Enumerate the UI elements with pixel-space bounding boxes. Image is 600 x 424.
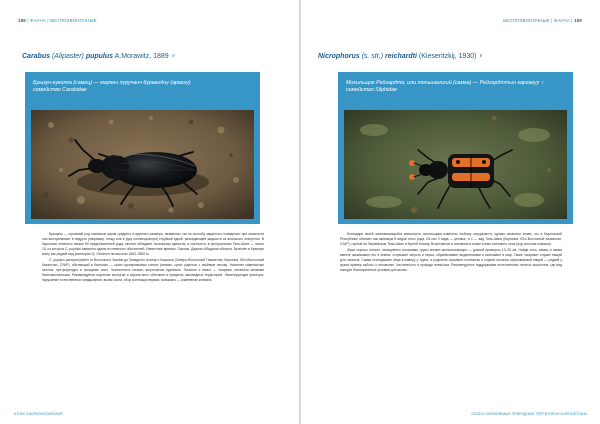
ground-beetle-photo <box>31 110 254 219</box>
right-footer: ОСОБО ОХРАНЯЕМЫЕ ПРИРОДНЫЕ ТЕРРИТОРИИ КЫРГЫЗСТАНА <box>471 412 587 416</box>
species-card <box>25 72 260 224</box>
page-number: 189 <box>574 18 582 23</box>
species-card <box>338 72 573 224</box>
description-paragraph: С. pupulus распространён от Восточного Заилия до Западного Алатау и Кокшала (Северо-Восточный Ташкентан, Киргизия, Юго-Восточный Казахстан, СУАР), обитающий в биотопах — сухих кустарниковых степях (холмах, сухих ущельях с хвойным лесом). Населяет каменистые склоны, пре-ферендно в трещинах скал. Численность низкая, встречается единично. Личинка и имаго — хищники, питаются мелкими беспозвоночными. Рекомендуется изучение экологии и охрана мест обитания в пределах заповедных территорий. Лимитирующие факторы: нарушение естественных ландшафтов, выпас скота, сбор коллекционерами, возможно — изменение климата. <box>42 257 264 282</box>
subgenus: (s. str.) <box>361 53 384 60</box>
species-description <box>42 232 264 283</box>
species-title <box>318 53 484 60</box>
description-paragraph: Брызуны — огромный род наземных жуков среднего и крупного размера, названных так по способу защитного поведения: при опасности они выстреливают в недруга (например, птицу или в руку коллекционера) струйкой едкой, разъедающей жидкости из анального отверстия. В Кыргызии отмечено свыше 50 представителей рода, многие обладают локальным ареалом, в частности, в Центральном Тянь-Шане — около 15, из которых С. pupulus является одним из немногих обитателей. Известные ареалы: Ошская, Джалал-Абадская области. Включён в Красную книгу как редкий вид (категория 3). Отмечен на высотах 1600–3500 м. <box>42 232 264 256</box>
species-photo <box>31 110 254 219</box>
page-number: 188 <box>18 18 26 23</box>
right-page <box>301 0 600 424</box>
left-page <box>0 0 299 424</box>
description-paragraph: Благодаря своей запоминающейся внешности, могильщики известны любому натуралисту, однако немногие знают, что в Кыргызской Республике обитают как минимум 8 видов этого рода. Из них 2 вида — ценные, и 1 — вид Тянь-Шаня (Киргизия, Юго-Восточный Казахстан, СУАР), горный на Заилийском Тянь-Шане и Кунгей Алатау. Встречается в основном в поясе елово-пихтового леса (под пологом ельника). <box>340 232 562 246</box>
caption-common-name: Брызун-куколка (самец) — марчен пуручанч бурвандну (арвагу) <box>33 80 191 86</box>
caption-family: семейство Silphidae <box>346 87 397 94</box>
subgenus: (Alipaster) <box>51 53 84 60</box>
description-paragraph: Жуки хорошо летают, немедленно отыскивая трупы мелких млекопитающих — длиной примерно 10–20 см. Найдя тело, самец и самка вместе закапывают его в землю, отгрызают шерсть и перья, обрабатывают выделениями и скатывают в шар. Такие «шарики» служат пищей для личинок. Самка откладывает яйца в камеру у трупа, а родители охраняют потомство и кормят личинок отрыгиваемой пищей — редкий у жуков пример заботы о потомстве. Численность в природе невысока. Рекомендуется поддержание естественных лесных экосистем, где вид находит благоприятные условия для жизни. <box>340 247 562 272</box>
species-caption <box>346 80 564 94</box>
subsection-label: БЕСПОЗВОНОЧНЫЕ <box>503 18 550 23</box>
species-title <box>22 53 176 60</box>
left-footer: АТЛАС БИОРАЗНООБРАЗИЯ <box>14 412 63 416</box>
right-running-header: БЕСПОЗВОНОЧНЫЕ | ФАУНА | 189 <box>503 18 582 23</box>
epithet: reichardti <box>385 53 417 60</box>
caption-common-name: Могильщик Рейхардта, или тяньшанский (самка) — Рейхардттын каргакуу ♀ <box>346 80 545 86</box>
species-author: A.Morawitz, 1889 ♂ <box>114 53 176 60</box>
section-label: ФАУНА <box>30 18 46 23</box>
species-photo <box>344 110 567 219</box>
species-caption <box>33 80 251 94</box>
genus: Carabus <box>22 53 51 60</box>
genus: Nicrophorus <box>318 53 360 60</box>
epithet: pupulus <box>85 53 114 60</box>
left-running-header: 188 | ФАУНА | БЕСПОЗВОНОЧНЫЕ <box>18 18 97 23</box>
book-gutter <box>299 0 301 424</box>
species-author: (Kieseritzkij, 1930) ♀ <box>418 53 484 60</box>
subsection-label: БЕСПОЗВОНОЧНЫЕ <box>50 18 97 23</box>
burying-beetle-photo <box>344 110 567 219</box>
caption-family: семейство Carabidae <box>33 87 87 94</box>
section-label: ФАУНА <box>554 18 570 23</box>
species-description <box>340 232 562 273</box>
